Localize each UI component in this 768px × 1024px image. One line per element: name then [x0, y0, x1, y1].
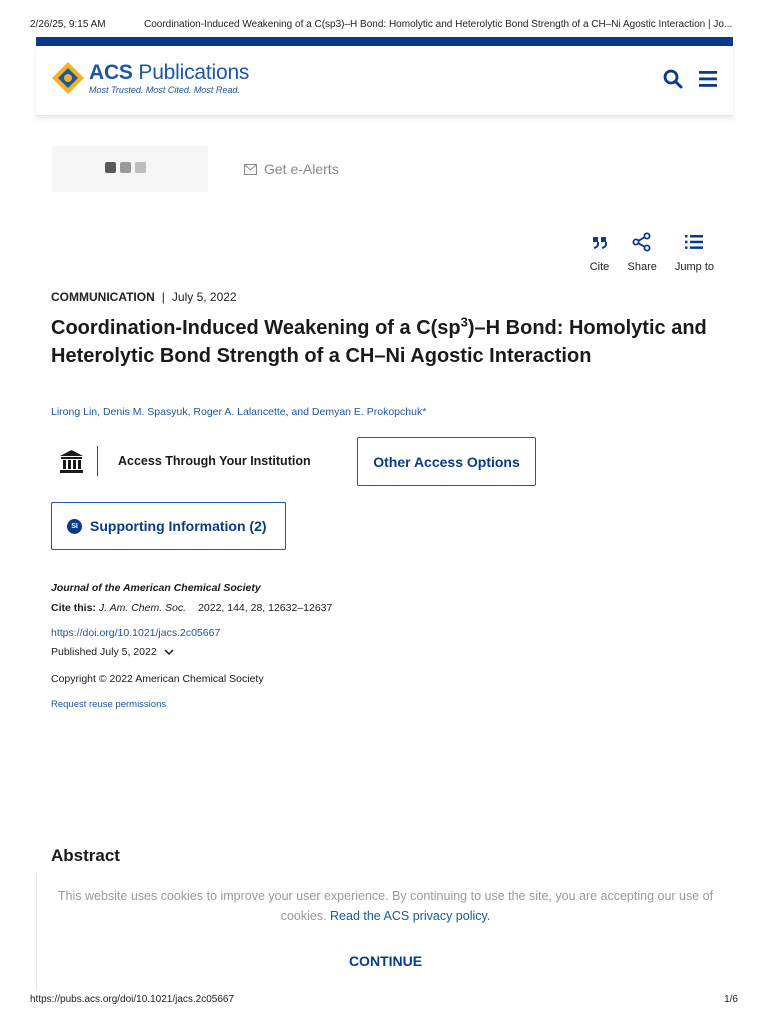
type-separator: | [161, 290, 165, 304]
envelope-icon [244, 164, 257, 175]
published-date: Published July 5, 2022 [51, 646, 157, 658]
cookie-banner [36, 873, 733, 989]
e-alerts-label: Get e-Alerts [264, 161, 339, 177]
acs-logo-icon [50, 60, 86, 96]
reuse-permissions-link[interactable]: Request reuse permissions [51, 699, 167, 710]
acs-logo[interactable] [50, 60, 249, 96]
menu-icon[interactable] [697, 68, 719, 90]
continue-button[interactable]: CONTINUE [348, 953, 423, 969]
site-header [36, 46, 733, 116]
jump-to-label: Jump to [674, 261, 714, 273]
privacy-policy-link[interactable]: Read the ACS privacy policy. [330, 909, 491, 923]
article-date: July 5, 2022 [171, 290, 237, 304]
chevron-down-icon [164, 649, 174, 656]
author-list[interactable]: Lirong Lin, Denis M. Spasyuk, Roger A. Lalancette, and Demyan E. Prokopchuk* [51, 406, 427, 418]
article-title: Coordination-Induced Weakening of a $C(sp^3)-H$ Bond: Homolytic and Heterolytic Bond Strength of a CH–Ni Agostic Interaction [51, 314, 707, 367]
print-datetime: 2/26/25, 9:15 AM [30, 19, 106, 30]
print-page-number: 1/6 [724, 994, 738, 1005]
institution-divider [97, 446, 98, 476]
cookie-text: This website uses cookies to improve your user experience. By continuing to use the site, you are accepting our use of cookies. [57, 889, 714, 923]
quote-icon [590, 232, 610, 252]
supporting-information-label: Supporting Information (2) [90, 518, 267, 534]
jump-to-button[interactable] [675, 232, 714, 273]
cite-button[interactable] [590, 232, 610, 273]
other-access-options-button[interactable]: Other Access Options [357, 437, 536, 486]
loading-dot [120, 162, 131, 173]
get-e-alerts-link[interactable] [244, 161, 339, 177]
journal-name: Journal of the American Chemical Society [51, 582, 261, 594]
cite-label: Cite [589, 261, 610, 273]
institution-icon [58, 448, 85, 475]
loading-dot [135, 162, 146, 173]
cite-journal-abbrev: J. Am. Chem. Soc. [98, 602, 187, 614]
brand-tagline: Most Trusted. Most Cited. Most Read. [89, 84, 240, 95]
article-type-line [51, 290, 237, 304]
cookie-message [37, 886, 734, 926]
print-url: https://pubs.acs.org/doi/10.1021/jacs.2c05667 [30, 994, 235, 1005]
copyright-notice: Copyright © 2022 American Chemical Society [51, 673, 264, 685]
print-header [0, 0, 768, 34]
supporting-information-button[interactable] [51, 502, 286, 550]
search-icon[interactable] [662, 68, 684, 90]
top-accent-bar [36, 37, 733, 46]
share-icon [632, 232, 652, 252]
doi-link[interactable]: https://doi.org/10.1021/jacs.2c05667 [51, 627, 221, 639]
cite-this [51, 602, 332, 614]
si-badge-icon: SI [67, 519, 82, 534]
published-toggle[interactable] [51, 646, 174, 658]
loading-placeholder [52, 146, 208, 192]
brand-name: ACS Publications [89, 60, 250, 84]
institution-access-label: Access Through Your Institution [118, 454, 311, 468]
cite-this-label: Cite this: [51, 602, 96, 614]
print-doc-title: Coordination-Induced Weakening of a C(sp3)–H Bond: Homolytic and Heterolytic Bond Strength of a CH–Ni Agostic Interaction | Jo... [144, 19, 733, 30]
loading-dot [105, 162, 116, 173]
institution-access-button[interactable] [58, 444, 311, 478]
abstract-heading: Abstract [51, 846, 120, 865]
article-tools [572, 232, 715, 273]
cite-details: 2022, 144, 28, 12632–12637 [198, 602, 333, 614]
share-label: Share [627, 261, 657, 273]
list-icon [684, 232, 704, 252]
share-button[interactable] [628, 232, 657, 273]
article-type: COMMUNICATION [51, 290, 155, 304]
